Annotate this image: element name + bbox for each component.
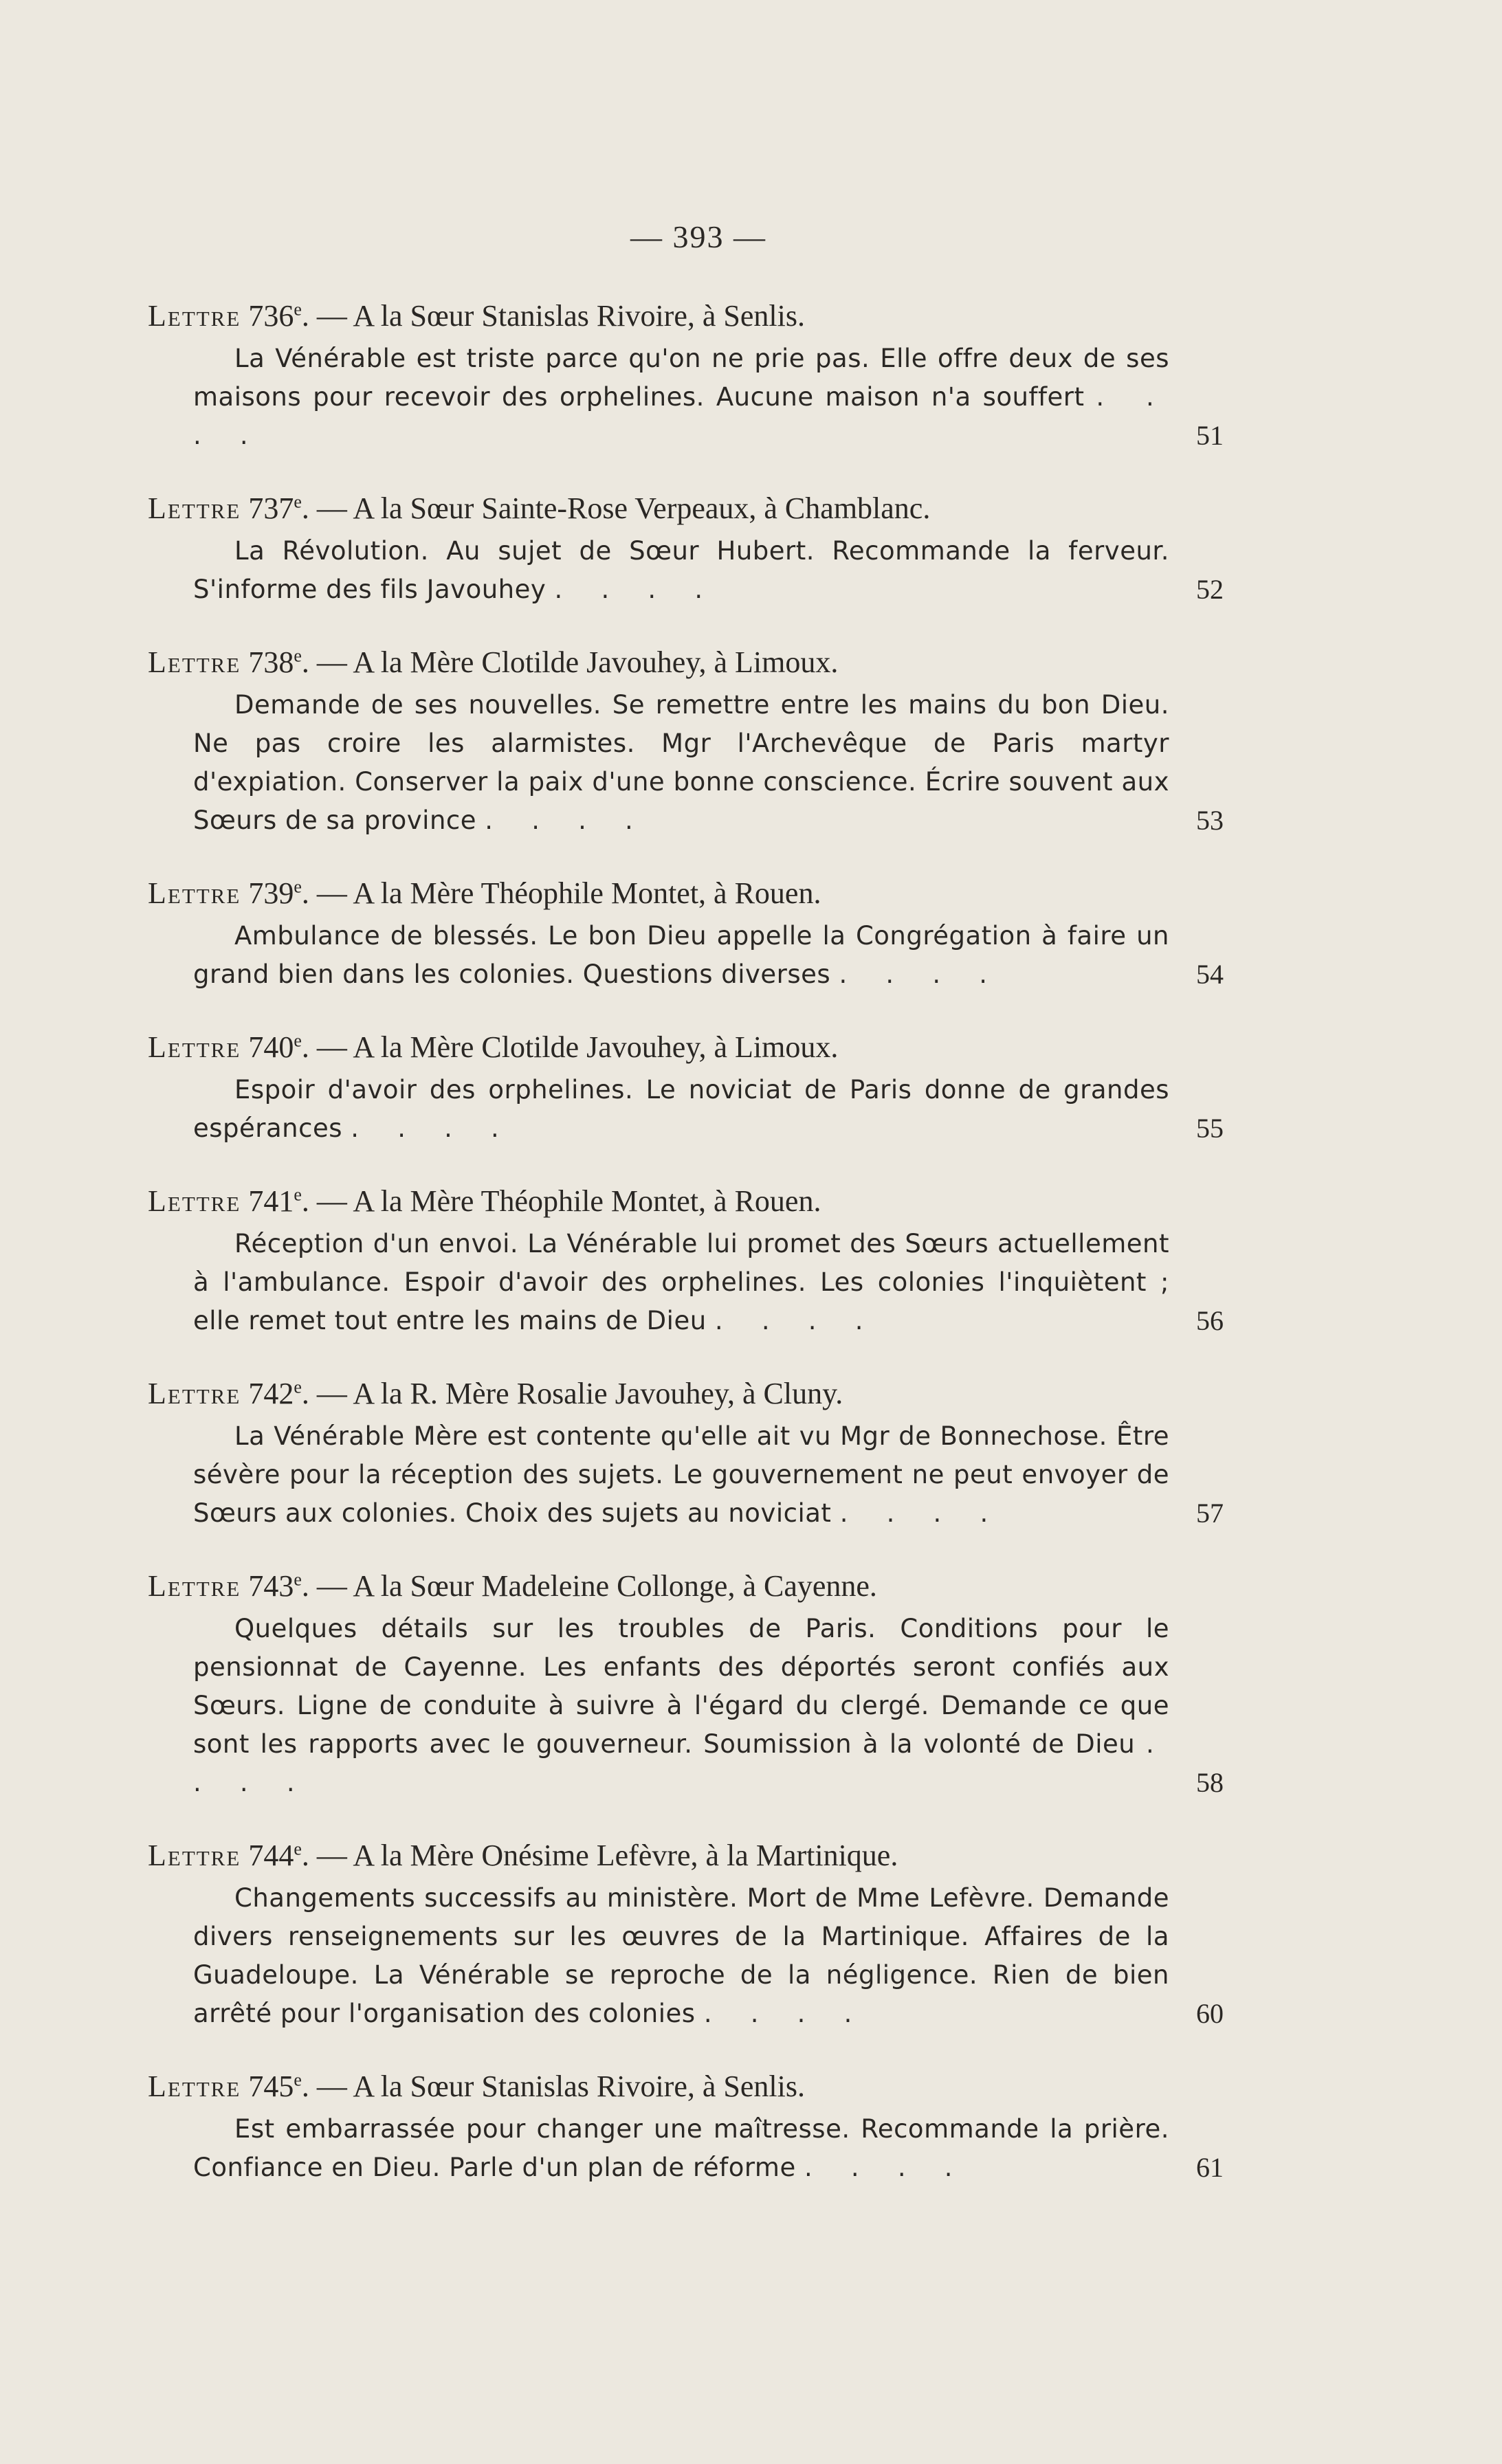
page-reference: 53 <box>1196 805 1224 836</box>
ordinal-suffix: e <box>294 1030 302 1051</box>
ordinal-suffix: e <box>294 299 302 320</box>
entry-body <box>148 1417 1224 1533</box>
entry-summary <box>193 2110 1169 2187</box>
lettre-label: Lettre <box>148 1839 241 1872</box>
letter-entry <box>148 1567 1224 1802</box>
addressee: . — A la Mère Onésime Lefèvre, à la Martinique. <box>301 1839 898 1872</box>
ordinal-suffix: e <box>294 876 302 897</box>
leader-dots: . . . . <box>839 959 1003 989</box>
leader-dots: . . . . <box>804 2153 968 2182</box>
lettre-label: Lettre <box>148 299 241 333</box>
entry-heading <box>148 1567 1224 1606</box>
ordinal-suffix: e <box>294 491 302 512</box>
letter-entry <box>148 489 1224 609</box>
summary-text: La Vénérable Mère est contente qu'elle ait vu Mgr de Bonnechose. Être sévère pour la réception des sujets. Le gouvernement ne peut envoyer de Sœurs aux colonies. Choix des sujets au noviciat <box>193 1421 1169 1528</box>
letter-number: 736 <box>248 299 294 333</box>
addressee: . — A la Mère Clotilde Javouhey, à Limoux. <box>301 645 839 679</box>
page-reference: 61 <box>1196 2152 1224 2183</box>
page-reference: 54 <box>1196 959 1224 990</box>
letter-entry <box>148 1182 1224 1340</box>
lettre-label: Lettre <box>148 1030 241 1064</box>
lettre-label: Lettre <box>148 645 241 679</box>
summary-text: Réception d'un envoi. La Vénérable lui promet des Sœurs actuellement à l'ambulance. Espoir d'avoir des orphelines. Les colonies l'inquiètent ; elle remet tout entre les mains de Dieu <box>193 1229 1169 1335</box>
page-reference: 60 <box>1196 1998 1224 2029</box>
letter-number: 745 <box>248 2069 294 2103</box>
entry-heading <box>148 1375 1224 1413</box>
leader-dots: . . . . <box>485 806 649 835</box>
leader-dots: . . . . <box>554 575 718 604</box>
entry-body <box>148 1610 1224 1802</box>
entry-body <box>148 686 1224 840</box>
entry-heading <box>148 874 1224 913</box>
entry-heading <box>148 297 1224 335</box>
ordinal-suffix: e <box>294 1569 302 1590</box>
summary-text: Quelques détails sur les troubles de Paris. Conditions pour le pensionnat de Cayenne. Les enfants des déportés seront confiés aux Sœurs. Ligne de conduite à suivre à l'égard du clergé. Demande ce que sont les rapports avec le gouverneur. Soumission à la volonté de Dieu <box>193 1614 1169 1759</box>
lettre-label: Lettre <box>148 1377 241 1410</box>
addressee: . — A la Sœur Madeleine Collonge, à Cayenne. <box>301 1569 877 1603</box>
entry-summary <box>193 1225 1169 1340</box>
entry-heading <box>148 1836 1224 1875</box>
addressee: . — A la Sœur Stanislas Rivoire, à Senlis. <box>301 2069 805 2103</box>
letter-entry <box>148 297 1224 455</box>
letter-entry <box>148 1028 1224 1148</box>
entry-summary <box>193 532 1169 609</box>
lettre-label: Lettre <box>148 2069 241 2103</box>
leader-dots: . . . . <box>703 1999 868 2028</box>
leader-dots: . . . . <box>714 1306 879 1335</box>
letter-number: 739 <box>248 876 294 910</box>
entry-heading <box>148 1028 1224 1067</box>
leader-dots: . . . . <box>839 1498 1004 1528</box>
lettre-label: Lettre <box>148 1569 241 1603</box>
summary-text: Changements successifs au ministère. Mort de Mme Lefèvre. Demande divers renseignements sur les œuvres de la Martinique. Affaires de la Guadeloupe. La Vénérable se reproche de la négligence. Rien de bien arrêté pour l'organisation des colonies <box>193 1883 1169 2028</box>
entry-heading <box>148 2067 1224 2106</box>
summary-text: Ambulance de blessés. Le bon Dieu appelle la Congrégation à faire un grand bien dans les colonies. Questions diverses <box>193 921 1169 989</box>
letter-number: 737 <box>248 491 294 525</box>
letter-entry <box>148 1836 1224 2033</box>
ordinal-suffix: e <box>294 645 302 666</box>
addressee: . — A la Mère Théophile Montet, à Rouen. <box>301 876 821 910</box>
letter-entry <box>148 643 1224 840</box>
entry-summary <box>193 917 1169 994</box>
letter-entry <box>148 874 1224 994</box>
page-reference: 51 <box>1196 420 1224 451</box>
page-reference: 58 <box>1196 1767 1224 1798</box>
summary-text: La Révolution. Au sujet de Sœur Hubert. Recommande la ferveur. S'informe des fils Javouhey <box>193 536 1169 604</box>
addressee: . — A la Sœur Stanislas Rivoire, à Senlis. <box>301 299 805 333</box>
entry-summary <box>193 1071 1169 1148</box>
leader-dots: . . . . <box>351 1113 515 1143</box>
letter-number: 740 <box>248 1030 294 1064</box>
ordinal-suffix: e <box>294 1184 302 1205</box>
lettre-label: Lettre <box>148 491 241 525</box>
letter-entry <box>148 2067 1224 2187</box>
letter-number: 744 <box>248 1839 294 1872</box>
entry-body <box>148 2110 1224 2187</box>
page-reference: 56 <box>1196 1305 1224 1336</box>
addressee: . — A la Mère Théophile Montet, à Rouen. <box>301 1184 821 1218</box>
addressee: . — A la Sœur Sainte-Rose Verpeaux, à Chamblanc. <box>301 491 931 525</box>
summary-text: Demande de ses nouvelles. Se remettre entre les mains du bon Dieu. Ne pas croire les alarmistes. Mgr l'Archevêque de Paris martyr d'expiation. Conserver la paix d'une bonne conscience. Écrire souvent aux Sœurs de sa province <box>193 690 1169 835</box>
addressee: . — A la Mère Clotilde Javouhey, à Limoux. <box>301 1030 839 1064</box>
entry-summary <box>193 1610 1169 1802</box>
letter-number: 742 <box>248 1377 294 1410</box>
entry-body <box>148 1225 1224 1340</box>
page-reference: 55 <box>1196 1113 1224 1144</box>
summary-text: Espoir d'avoir des orphelines. Le noviciat de Paris donne de grandes espérances <box>193 1075 1169 1143</box>
letter-index-list <box>148 297 1224 2221</box>
addressee: . — A la R. Mère Rosalie Javouhey, à Cluny. <box>301 1377 843 1410</box>
page-number: — 393 — <box>630 219 766 254</box>
entry-heading <box>148 489 1224 528</box>
entry-summary <box>193 1879 1169 2033</box>
letter-entry <box>148 1375 1224 1533</box>
entry-body <box>148 340 1224 455</box>
ordinal-suffix: e <box>294 2069 302 2090</box>
entry-summary <box>193 686 1169 840</box>
entry-heading <box>148 643 1224 682</box>
lettre-label: Lettre <box>148 1184 241 1218</box>
entry-body <box>148 1071 1224 1148</box>
entry-summary <box>193 340 1169 455</box>
lettre-label: Lettre <box>148 876 241 910</box>
entry-body <box>148 1879 1224 2033</box>
leader-dots: . . . . <box>193 382 1169 450</box>
summary-text: La Vénérable est triste parce qu'on ne prie pas. Elle offre deux de ses maisons pour recevoir des orphelines. Aucune maison n'a souffert <box>193 344 1169 412</box>
letter-number: 738 <box>248 645 294 679</box>
ordinal-suffix: e <box>294 1377 302 1397</box>
entry-body <box>148 917 1224 994</box>
entry-summary <box>193 1417 1169 1533</box>
ordinal-suffix: e <box>294 1839 302 1859</box>
summary-text: Est embarrassée pour changer une maîtresse. Recommande la prière. Confiance en Dieu. Parle d'un plan de réforme <box>193 2114 1169 2182</box>
page-reference: 52 <box>1196 574 1224 605</box>
entry-body <box>148 532 1224 609</box>
leader-dots: . . . . <box>193 1729 1169 1797</box>
entry-heading <box>148 1182 1224 1221</box>
page-reference: 57 <box>1196 1498 1224 1529</box>
letter-number: 743 <box>248 1569 294 1603</box>
letter-number: 741 <box>248 1184 294 1218</box>
